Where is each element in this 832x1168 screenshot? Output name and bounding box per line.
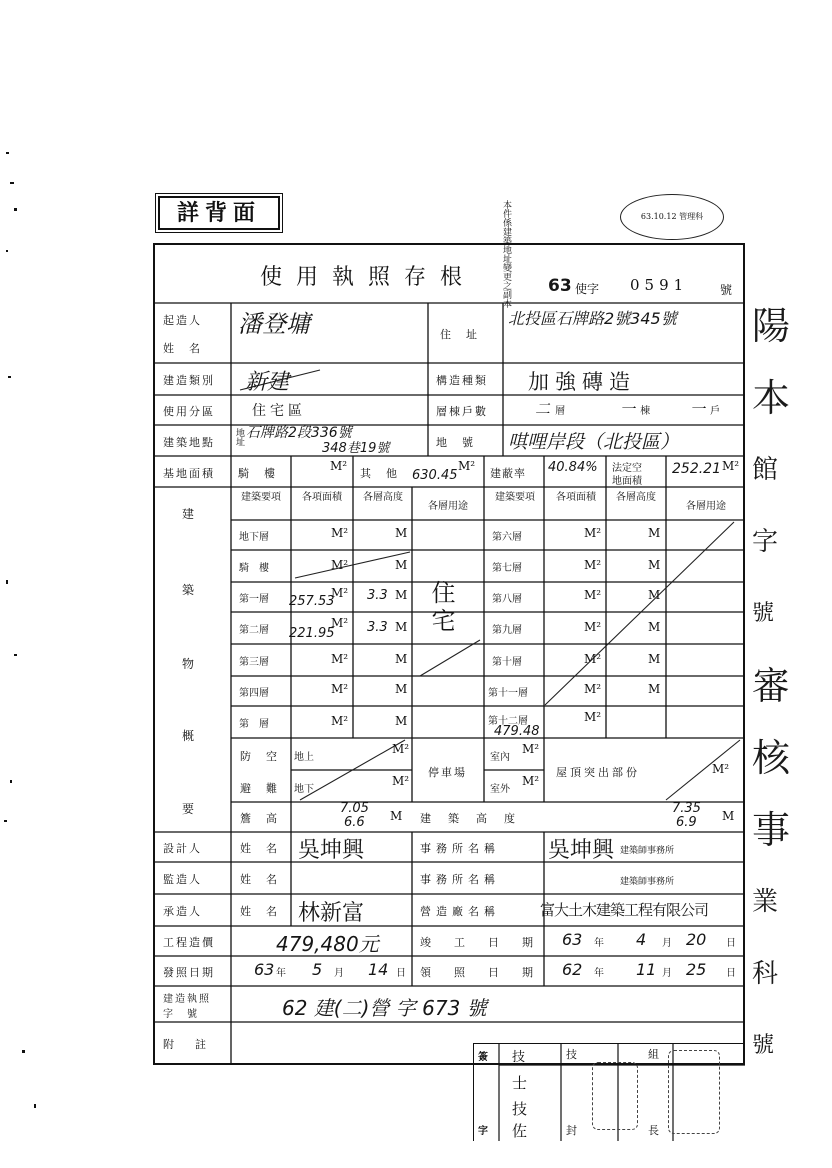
header-height-left: 各層高度 <box>363 492 403 503</box>
issue-month-unit: 月 <box>334 968 344 979</box>
shelter-label-1: 防 空 <box>240 750 279 763</box>
permit-number-word: 使字 <box>575 282 600 296</box>
table-row <box>231 582 412 612</box>
floors-households-label: 層棟戶數 <box>436 405 488 418</box>
table-row <box>231 612 412 644</box>
completion-month-unit: 月 <box>662 938 672 949</box>
area-unit: M² <box>331 616 349 630</box>
designer-label: 設計人 <box>163 842 202 855</box>
height-unit: M <box>395 620 408 634</box>
floor-rows-left <box>231 520 412 738</box>
height-unit: M <box>648 652 661 666</box>
site-area-label: 基地面積 <box>163 467 215 480</box>
margin-char: 館 <box>752 455 779 485</box>
cost-label: 工程造價 <box>163 936 215 949</box>
height-unit: M <box>648 588 661 602</box>
margin-char: 字 <box>752 527 779 557</box>
floor-label: 第三層 <box>239 657 269 668</box>
floor-area: 221.95 <box>289 626 335 641</box>
eaves-label: 簷 高 <box>240 812 279 825</box>
height-unit: M <box>648 558 661 572</box>
building-height-value-1: 7.35 <box>672 801 701 816</box>
header-area-right: 各項面積 <box>556 492 596 503</box>
floor-label: 第八層 <box>492 594 522 605</box>
building-count-group <box>620 398 650 419</box>
approval-technician-sub-2: 技 <box>512 1100 528 1118</box>
coverage-label: 建蔽率 <box>490 467 526 480</box>
approval-technician: 技 <box>512 1050 526 1065</box>
floor-label: 第六層 <box>492 532 522 543</box>
owner-name: 潘登墉 <box>238 310 310 338</box>
issue-year-unit: 年 <box>276 968 286 979</box>
zone-value: 住宅區 <box>252 403 306 419</box>
approval-chief: 長 <box>648 1124 659 1137</box>
floor-height: 3.3 <box>367 588 388 603</box>
coverage-value: 40.84% <box>548 460 598 475</box>
received-date-label: 領 照 日 期 <box>420 966 539 979</box>
approval-technician-sub-3: 佐 <box>512 1122 528 1140</box>
floor-label: 地下層 <box>239 532 269 543</box>
designer-office-suffix: 建築師事務所 <box>620 846 675 856</box>
issue-date-label: 發照日期 <box>163 966 215 979</box>
margin-char: 陽 <box>752 304 791 348</box>
document-tag: 詳背面 <box>158 196 280 230</box>
site-address-line-2: 348巷19號 <box>322 441 390 456</box>
completion-month: 4 <box>636 930 647 949</box>
table-row <box>484 676 666 706</box>
household-count-group <box>690 398 720 419</box>
floor-label: 騎 樓 <box>239 563 269 574</box>
margin-char: 核 <box>752 736 791 780</box>
shelter-label-2: 避 難 <box>240 782 279 795</box>
approval-signature-1 <box>592 1062 638 1130</box>
overview-char: 建 <box>182 507 195 521</box>
area-unit: M² <box>584 526 602 540</box>
height-unit: M <box>395 588 408 602</box>
header-height-right: 各層高度 <box>616 492 656 503</box>
building-type: 新建 <box>245 370 290 395</box>
margin-char: 本 <box>752 376 791 420</box>
building-type-label: 建造類別 <box>163 374 215 387</box>
height-unit: M <box>648 526 661 540</box>
other-area-label: 其 他 <box>360 467 399 480</box>
table-row <box>484 612 666 644</box>
height-unit: M <box>395 682 408 696</box>
floor-unit: 層 <box>555 406 566 417</box>
issue-day: 14 <box>368 960 389 979</box>
header-area-left: 各項面積 <box>302 492 342 503</box>
completion-day: 20 <box>686 930 707 949</box>
owner-address-label: 住 址 <box>440 328 479 341</box>
side-note: 本件係建築地址變更之副本 <box>501 200 511 308</box>
usage-note: 住宅 <box>427 580 455 636</box>
height-unit: M <box>395 558 408 572</box>
roof-projection-label: 屋頂突出部份 <box>556 766 640 779</box>
building-height-unit: M <box>722 809 735 823</box>
site-lot: 唭哩岸段（北投區） <box>508 431 680 453</box>
parking-indoor-unit: M² <box>522 742 540 756</box>
parking-outdoor-label: 室外 <box>490 784 510 795</box>
open-space-value: 252.21 <box>672 461 721 477</box>
date-stamp: 63.10.12 管理科 <box>620 194 724 240</box>
cost-value: 479,480元 <box>276 932 379 956</box>
open-space-label-2: 地面積 <box>612 476 642 487</box>
floor-count-group <box>535 398 565 419</box>
designer-office-name: 吳坤興 <box>548 838 615 863</box>
building-count: 一 <box>620 400 636 418</box>
table-row <box>231 520 412 550</box>
completion-day-unit: 日 <box>726 938 736 949</box>
height-unit: M <box>648 682 661 696</box>
site-address-prefix: 地址 <box>234 428 244 446</box>
supervisor-office-label: 事務所名稱 <box>420 873 500 886</box>
area-unit: M² <box>584 558 602 572</box>
received-date <box>552 958 738 982</box>
header-item-right: 建築要項 <box>495 492 535 503</box>
header-usage-right: 各層用途 <box>686 501 726 512</box>
area-unit: M² <box>331 558 349 572</box>
approval-sign-label-2: 字 <box>478 1126 488 1137</box>
table-row <box>484 706 666 738</box>
owner-name-label: 姓 名 <box>163 342 202 355</box>
height-unit: M <box>648 620 661 634</box>
floor-label: 第十二層 <box>488 716 528 727</box>
scan-noise <box>0 0 160 1168</box>
other-area-value: 630.45 <box>412 468 458 483</box>
margin-char: 事 <box>752 808 791 852</box>
margin-char: 業 <box>752 887 779 917</box>
supervisor-name-label: 姓 名 <box>240 873 279 886</box>
owner-address: 北投區石牌路2號345號 <box>508 309 677 328</box>
table-row <box>231 676 412 706</box>
above-ground-label: 地上 <box>294 752 314 763</box>
completion-year: 63 <box>562 930 583 949</box>
eaves-value-2: 6.6 <box>344 815 365 830</box>
floor-area: 479.48 <box>494 724 540 739</box>
approval-seal: 封 <box>566 1124 577 1137</box>
building-height-value-2: 6.9 <box>676 815 697 830</box>
parking-outdoor-unit: M² <box>522 774 540 788</box>
floor-label: 第七層 <box>492 563 522 574</box>
received-month-unit: 月 <box>662 968 672 979</box>
issue-month: 5 <box>312 960 323 979</box>
table-row <box>484 520 666 550</box>
height-unit: M <box>395 526 408 540</box>
permit-number: 0591 <box>630 276 689 294</box>
floor-label: 第一層 <box>239 594 269 605</box>
site-label: 建築地點 <box>163 436 215 449</box>
building-height-label: 建 築 高 度 <box>420 812 518 825</box>
header-usage-left: 各層用途 <box>428 501 468 512</box>
supervisor-label: 監造人 <box>163 873 202 886</box>
supervisor-office-suffix: 建築師事務所 <box>620 877 675 887</box>
floor-area: 257.53 <box>289 594 335 609</box>
received-day: 25 <box>686 960 707 979</box>
floor-label: 第九層 <box>492 625 522 636</box>
permit-number-prefix: 63 <box>548 276 572 296</box>
floor-rows-right <box>484 520 666 738</box>
area-unit: M² <box>584 682 602 696</box>
margin-char: 號 <box>752 1033 775 1058</box>
designer-name: 吳坤興 <box>298 838 365 863</box>
eaves-unit: M <box>390 809 403 823</box>
construction-permit-label-2: 字 號 <box>163 1009 199 1020</box>
eaves-value-1: 7.05 <box>340 801 369 816</box>
below-ground-unit: M² <box>392 774 410 788</box>
contractor-label: 承造人 <box>163 905 202 918</box>
approval-engineer: 技 <box>566 1048 577 1061</box>
zone-label: 使用分區 <box>163 405 215 418</box>
area-unit: M² <box>584 620 602 634</box>
below-ground-label: 地下 <box>294 784 314 795</box>
received-day-unit: 日 <box>726 968 736 979</box>
floor-label: 第十一層 <box>488 688 528 699</box>
area-unit: M² <box>331 652 349 666</box>
floor-label: 第二層 <box>239 625 269 636</box>
site-lot-label: 地 號 <box>436 436 475 449</box>
area-unit: M² <box>584 652 602 666</box>
site-address-line-1: 石牌路2段336號 <box>246 425 352 441</box>
header-item-left: 建築要項 <box>241 492 281 503</box>
contractor-factory-name: 富大土木建築工程有限公司 <box>540 901 709 919</box>
open-space-unit: M² <box>722 459 740 473</box>
table-row <box>484 644 666 676</box>
table-row <box>484 582 666 612</box>
contractor-name: 林新富 <box>298 901 365 926</box>
area-unit: M² <box>331 714 349 728</box>
contractor-name-label: 姓 名 <box>240 905 279 918</box>
floor-label: 第四層 <box>239 688 269 699</box>
floor-label: 第十層 <box>492 657 522 668</box>
received-year: 62 <box>562 960 583 979</box>
approval-sign-label: 簽 <box>478 1052 488 1063</box>
above-ground-unit: M² <box>392 742 410 756</box>
overview-char: 概 <box>182 729 195 743</box>
arcade-unit: M² <box>330 459 348 473</box>
household-count: 一 <box>690 400 706 418</box>
page-title: 使用執照存根 <box>260 265 477 290</box>
table-row <box>231 550 412 582</box>
arcade-label: 騎 樓 <box>238 467 277 480</box>
margin-char: 號 <box>752 601 775 626</box>
table-row <box>231 644 412 676</box>
table-row <box>484 550 666 582</box>
construction-permit-number: 62 建(二)營 字 673 號 <box>282 996 487 1020</box>
table-row <box>231 706 412 738</box>
other-area-unit: M² <box>458 459 476 473</box>
construction-permit-label-1: 建造執照 <box>163 994 211 1005</box>
approval-signature-2 <box>668 1050 720 1134</box>
overview-char: 物 <box>182 657 195 671</box>
building-unit: 棟 <box>640 406 651 417</box>
area-unit: M² <box>331 682 349 696</box>
approval-technician-sub-1: 士 <box>512 1074 528 1092</box>
designer-office-label: 事務所名稱 <box>420 842 500 855</box>
received-year-unit: 年 <box>594 968 604 979</box>
margin-annotation <box>752 290 796 1110</box>
completion-date-label: 竣 工 日 期 <box>420 936 539 949</box>
issue-date <box>236 958 412 982</box>
received-month: 11 <box>636 960 657 979</box>
open-space-label-1: 法定空 <box>612 463 642 474</box>
roof-projection-unit: M² <box>712 762 730 776</box>
area-unit: M² <box>584 588 602 602</box>
structure-label: 構造種類 <box>436 374 488 387</box>
area-unit: M² <box>584 710 602 724</box>
floor-count: 二 <box>535 400 551 418</box>
contractor-factory-label: 營造廠名稱 <box>420 905 500 918</box>
height-unit: M <box>395 652 408 666</box>
parking-indoor-label: 室內 <box>490 752 510 763</box>
floor-height: 3.3 <box>367 620 388 635</box>
permit-number-suffix: 號 <box>720 283 733 297</box>
margin-char: 審 <box>752 664 791 708</box>
area-unit: M² <box>331 586 349 600</box>
notes-label: 附 註 <box>163 1038 211 1051</box>
overview-char: 要 <box>182 802 195 816</box>
structure-type: 加強磚造 <box>528 370 636 394</box>
overview-char: 築 <box>182 583 195 597</box>
completion-date <box>552 928 738 952</box>
owner-label: 起造人 <box>163 314 202 327</box>
area-unit: M² <box>331 526 349 540</box>
completion-year-unit: 年 <box>594 938 604 949</box>
issue-day-unit: 日 <box>396 968 406 979</box>
designer-name-label: 姓 名 <box>240 842 279 855</box>
height-unit: M <box>395 714 408 728</box>
approval-section: 組 <box>648 1048 659 1061</box>
floor-label: 第 層 <box>239 719 269 730</box>
issue-year: 63 <box>254 960 275 979</box>
margin-char: 科 <box>752 959 779 989</box>
parking-label: 停車場 <box>428 766 467 779</box>
household-unit: 戶 <box>710 406 721 417</box>
